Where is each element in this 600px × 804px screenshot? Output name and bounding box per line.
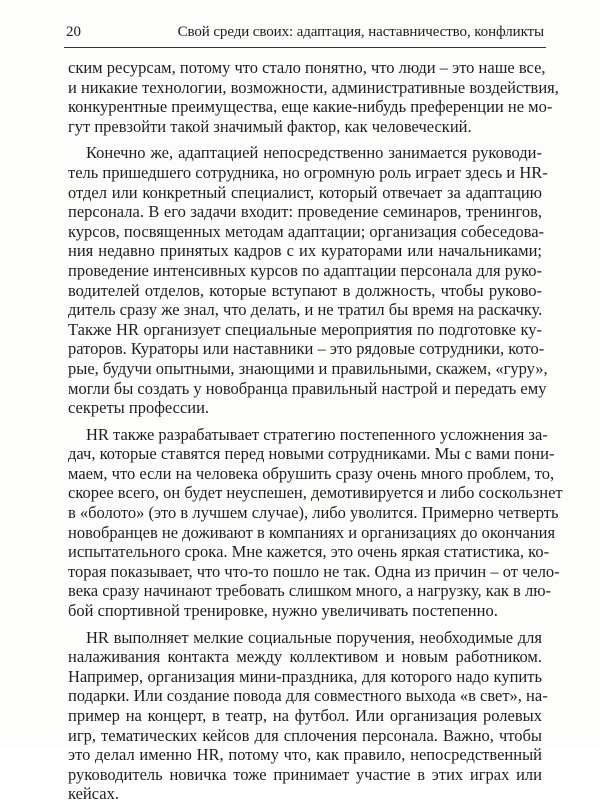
- text-line: раторов. Кураторы или наставники – это рядовые сотрудники, кото-: [68, 339, 545, 359]
- text-line: рые, будучи опытными, знающими и правильными, скажем, «гуру»,: [68, 358, 548, 378]
- text-line: ским ресурсам, потому что стало понятно, что люди – это наше все,: [68, 58, 546, 77]
- page-number: 20: [66, 24, 81, 40]
- text-line: торая показывает, что что-то пошло не так. Одна из причин – от чело-: [68, 561, 560, 581]
- text-line: HR выполняет мелкие социальные поручения, необходимые для: [86, 627, 542, 647]
- paragraph: [68, 143, 548, 418]
- text-line: пример на концерт, в театр, на футбол. Или организация ролевых: [68, 706, 542, 725]
- text-line: это делал именно HR, потому что, как правило, непосредственный: [68, 745, 542, 765]
- text-line: ния недавно принятых кадров с их кураторами или начальниками;: [68, 241, 542, 261]
- running-head: [66, 22, 544, 42]
- text-line: подарки. Или создание повода для совместного выхода «в свет», на-: [68, 686, 548, 706]
- text-line: испытательного срока. Мне кажется, это очень яркая статистика, ко-: [68, 542, 550, 562]
- body-text: [68, 58, 563, 804]
- text-line: HR также разрабатывает стратегию постепенного усложнения за-: [86, 424, 548, 444]
- text-line: курсов, посвященных методам адаптации; организация собеседова-: [68, 221, 545, 241]
- text-line: тель пришедшего сотрудника, но огромную роль играет здесь и HR-: [68, 162, 548, 182]
- text-line: Конечно же, адаптацией непосредственно занимается руководи-: [86, 143, 542, 163]
- text-line: конкурентные преимущества, еще какие-нибудь преференции не мо-: [68, 97, 553, 117]
- text-line: века сразу начинают требовать слишком много, а нагрузку, как в лю-: [68, 581, 552, 601]
- text-line: в «болото» (это в лучшем случае), либо уволится. Примерно четверть: [68, 503, 559, 523]
- text-line: персонала. В его задачи входит: проведение семинаров, тренингов,: [68, 202, 542, 222]
- paragraph: [68, 627, 548, 804]
- paragraph: [68, 58, 559, 136]
- paragraph: [68, 424, 563, 621]
- text-line: маем, что если на человека обрушить сразу очень много проблем, то,: [68, 463, 555, 483]
- text-line: водителей отделов, которые вступают в должность, чтобы руково-: [68, 280, 542, 300]
- chapter-title: Свой среди своих: адаптация, наставничество, конфликты: [177, 24, 544, 40]
- text-line: дач, которые ставятся перед новыми сотрудниками. Мы с вами пони-: [68, 444, 555, 464]
- header-rule: [64, 47, 546, 48]
- text-line: бой спортивной тренировке, нужно увеличивать постепенно.: [68, 601, 498, 621]
- text-line: руководитель новичка тоже принимает участие в этих играх или: [68, 764, 542, 784]
- text-line: могли бы создать у новобранца правильный настрой и передать ему: [68, 378, 547, 398]
- text-line: проведение интенсивных курсов по адаптации персонала для руко-: [68, 260, 542, 280]
- text-line: налаживания контакта между коллективом и новым работником.: [68, 647, 542, 667]
- text-line: кейсах.: [68, 784, 119, 804]
- text-line: игр, тематических кейсов для сплочения персонала. Важно, чтобы: [68, 725, 542, 745]
- text-line: гут превзойти такой значимый фактор, как человеческий.: [68, 116, 472, 136]
- text-line: секреты профессии.: [68, 398, 210, 418]
- text-line: новобранцев не доживают в компаниях и организациях до окончания: [68, 522, 556, 542]
- text-line: Например, организация мини-праздника, для которого надо купить: [68, 666, 542, 686]
- text-line: Также HR организует специальные мероприятия по подготовке ку-: [68, 319, 542, 339]
- text-line: дитель сразу же знал, что делать, и не тратил бы время на раскачку.: [68, 300, 543, 320]
- text-line: отдел или конкретный специалист, который отвечает за адаптацию: [68, 182, 542, 202]
- text-line: скорее всего, он будет неуспешен, демотивируется и либо соскользнет: [68, 483, 563, 503]
- text-line: и никакие технологии, возможности, административные воздействия,: [68, 77, 559, 97]
